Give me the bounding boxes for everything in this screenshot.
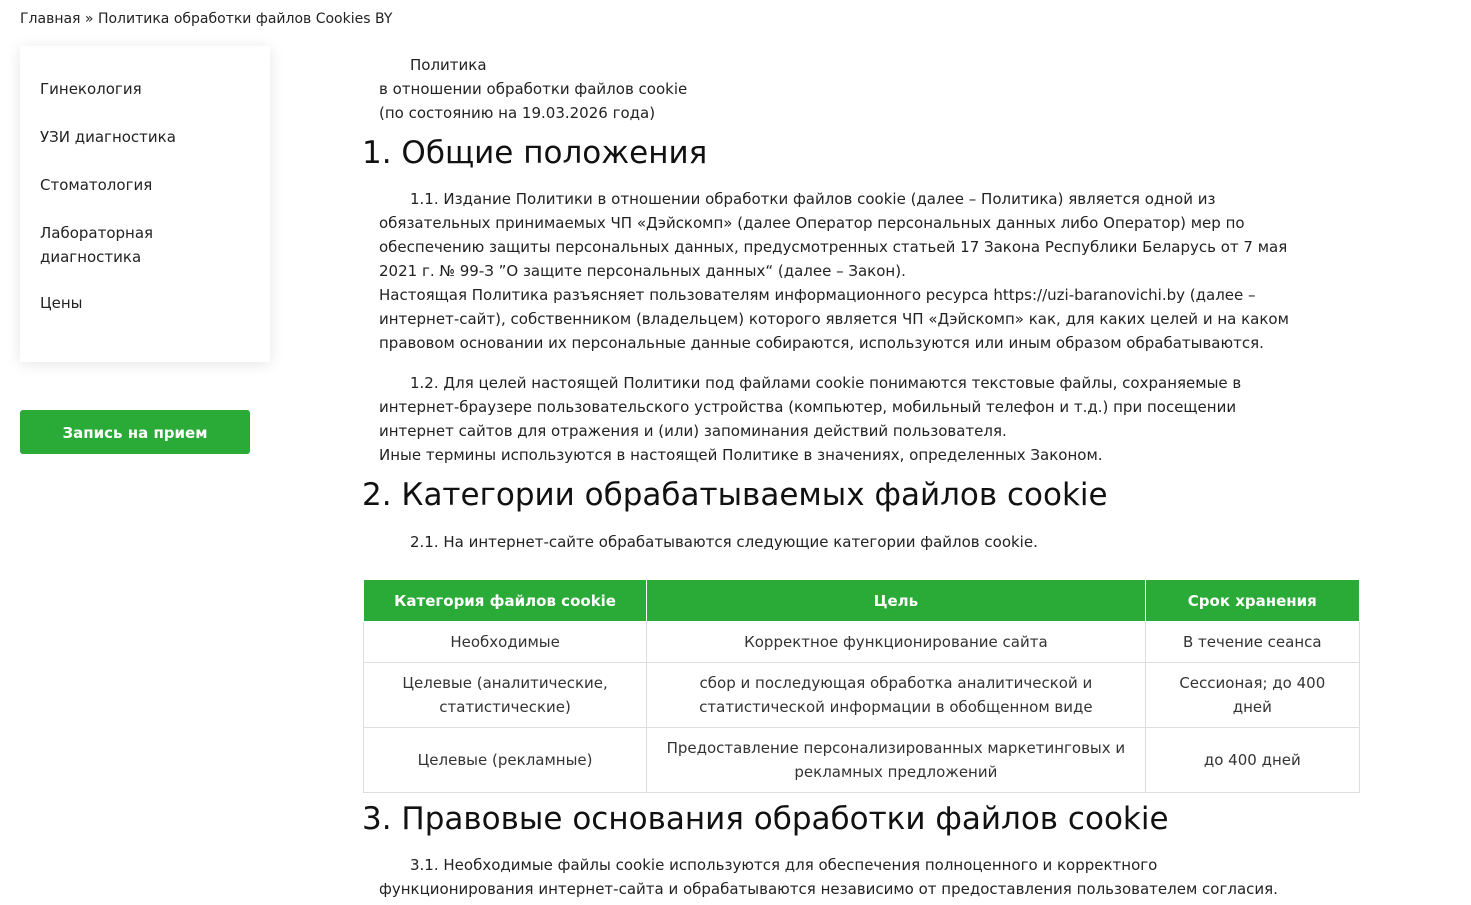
table-cell: Целевые (аналитические, статистические)	[364, 663, 647, 728]
table-row	[364, 663, 1360, 728]
table-header-category: Категория файлов cookie	[364, 580, 647, 622]
paragraph-line: интернет-сайт), собственником (владельцем) которого является ЧП «Дэйскомп» как, для каких целей и на каком	[379, 310, 1289, 328]
paragraph-line: Иные термины используются в настоящей Политике в значениях, определенных Законом.	[379, 446, 1103, 464]
paragraph-line: Настоящая Политика разъясняет пользователям информационного ресурса https://uzi-baranovichi.by (далее –	[379, 286, 1256, 304]
table-row	[364, 728, 1360, 793]
table-cell: до 400 дней	[1145, 728, 1359, 793]
cookie-categories-table	[363, 579, 1360, 793]
paragraph-line: 2.1. На интернет-сайте обрабатываются следующие категории файлов cookie.	[410, 533, 1038, 551]
paragraph-line: интернет сайтов для отражения и (или) запоминания действий пользователя.	[379, 422, 1007, 440]
sidebar-item-prices[interactable]: Цены	[40, 294, 83, 312]
section-2-heading: 2. Категории обрабатываемых файлов cookie	[362, 477, 1108, 513]
table-header-purpose: Цель	[647, 580, 1145, 622]
paragraph-line: интернет-браузере пользовательского устройства (компьютер, мобильный телефон и т.д.) при посещении	[379, 398, 1237, 416]
appointment-button[interactable]: Запись на прием	[20, 410, 250, 454]
section-3-heading: 3. Правовые основания обработки файлов cookie	[362, 801, 1169, 837]
paragraph-line: функционирования интернет-сайта и обрабатываются независимо от предоставления пользователем согласия.	[379, 880, 1278, 898]
table-header-retention: Срок хранения	[1145, 580, 1359, 622]
sidebar-item-dentistry[interactable]: Стоматология	[40, 176, 153, 194]
table-header-row	[364, 580, 1360, 622]
paragraph-line: 3.1. Необходимые файлы cookie используются для обеспечения полноценного и корректного	[410, 856, 1158, 874]
table-cell: Корректное функционирование сайта	[647, 622, 1145, 663]
table-cell: В течение сеанса	[1145, 622, 1359, 663]
paragraph-line: правовом основании их персональные данные собираются, используются или иным образом обрабатываются.	[379, 334, 1264, 352]
table-cell: Необходимые	[364, 622, 647, 663]
breadcrumb-home-link[interactable]: Главная	[20, 11, 81, 27]
breadcrumb-separator: »	[80, 11, 98, 27]
table-cell: сбор и последующая обработка аналитической и статистической информации в обобщенном виде	[647, 663, 1145, 728]
sidebar-item-gynecology[interactable]: Гинекология	[40, 80, 142, 98]
sidebar-item-label: Лабораторная	[40, 224, 154, 242]
doc-title-line: в отношении обработки файлов cookie	[379, 80, 688, 98]
table-cell: Целевые (рекламные)	[364, 728, 647, 793]
table-cell: Сессионая; до 400 дней	[1145, 663, 1359, 728]
sidebar-item-label: диагностика	[40, 248, 142, 266]
paragraph-line: 1.1. Издание Политики в отношении обработки файлов cookie (далее – Политика) является одной из	[410, 190, 1216, 208]
paragraph-line: обеспечению защиты персональных данных, предусмотренных статьей 17 Закона Республики Беларусь от 7 мая	[379, 238, 1288, 256]
section-1-heading: 1. Общие положения	[362, 135, 708, 171]
breadcrumb-current: Политика обработки файлов Cookies BY	[97, 11, 393, 27]
doc-title-line: Политика	[410, 56, 487, 74]
paragraph-line: 2021 г. № 99-З ”О защите персональных данных“ (далее – Закон).	[379, 262, 906, 280]
doc-date-line: (по состоянию на 19.03.2026 года)	[379, 104, 656, 122]
paragraph-line: 1.2. Для целей настоящей Политики под файлами cookie понимаются текстовые файлы, сохраняемые в	[410, 374, 1242, 392]
table-row	[364, 622, 1360, 663]
sidebar-item-ultrasound[interactable]: УЗИ диагностика	[40, 128, 176, 146]
table-cell: Предоставление персонализированных маркетинговых и рекламных предложений	[647, 728, 1145, 793]
paragraph-line: обязательных принимаемых ЧП «Дэйскомп» (далее Оператор персональных данных либо Оператор) мер по	[379, 214, 1245, 232]
